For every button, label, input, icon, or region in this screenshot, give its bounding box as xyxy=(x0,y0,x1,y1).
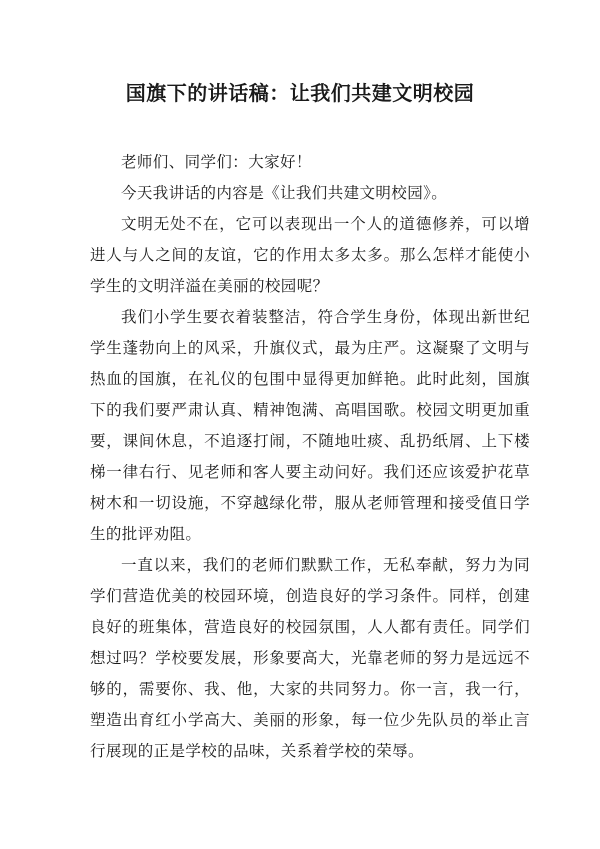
document-title: 国旗下的讲话稿：让我们共建文明校园 xyxy=(125,81,475,105)
paragraph-greeting: 老师们、同学们：大家好！ xyxy=(121,153,312,171)
paragraph-civility: 文明无处不在，它可以表现出一个人的道德修养，可以增进人与人之间的友谊，它的作用太多太多。那么怎样才能使小学生的文明洋溢在美丽的校园呢？ xyxy=(90,215,530,295)
paragraph-shared-effort: 一直以来，我们的老师们默默工作，无私奉献，努力为同学们营造优美的校园环境，创造良好的学习条件。同样，创建良好的班集体，营造良好的校园氛围，人人都有责任。同学们想过吗？学校要发展，形象要高大，光靠老师的努力是远远不够的，需要你、我、他，大家的共同努力。你一言，我一行，塑造出育红小学高大、美丽的形象，每一位少先队员的举止言行展现的正是学校的品味，关系着学校的荣辱。 xyxy=(90,556,530,760)
paragraph-student-conduct: 我们小学生要衣着装整洁，符合学生身份，体现出新世纪学生蓬勃向上的风采，升旗仪式，最为庄严。这凝聚了文明与热血的国旗，在礼仪的包围中显得更加鲜艳。此时此刻，国旗下的我们要严肃认真、精神饱满、高唱国歌。校园文明更加重要，课间休息，不追逐打闹，不随地吐痰、乱扔纸屑、上下楼梯一律右行、见老师和客人要主动问好。我们还应该爱护花草树木和一切设施，不穿越绿化带，服从老师管理和接受值日学生的批评劝阻。 xyxy=(90,308,530,543)
paragraph-topic: 今天我讲话的内容是《让我们共建文明校园》。 xyxy=(121,184,448,202)
document-body xyxy=(90,147,530,767)
